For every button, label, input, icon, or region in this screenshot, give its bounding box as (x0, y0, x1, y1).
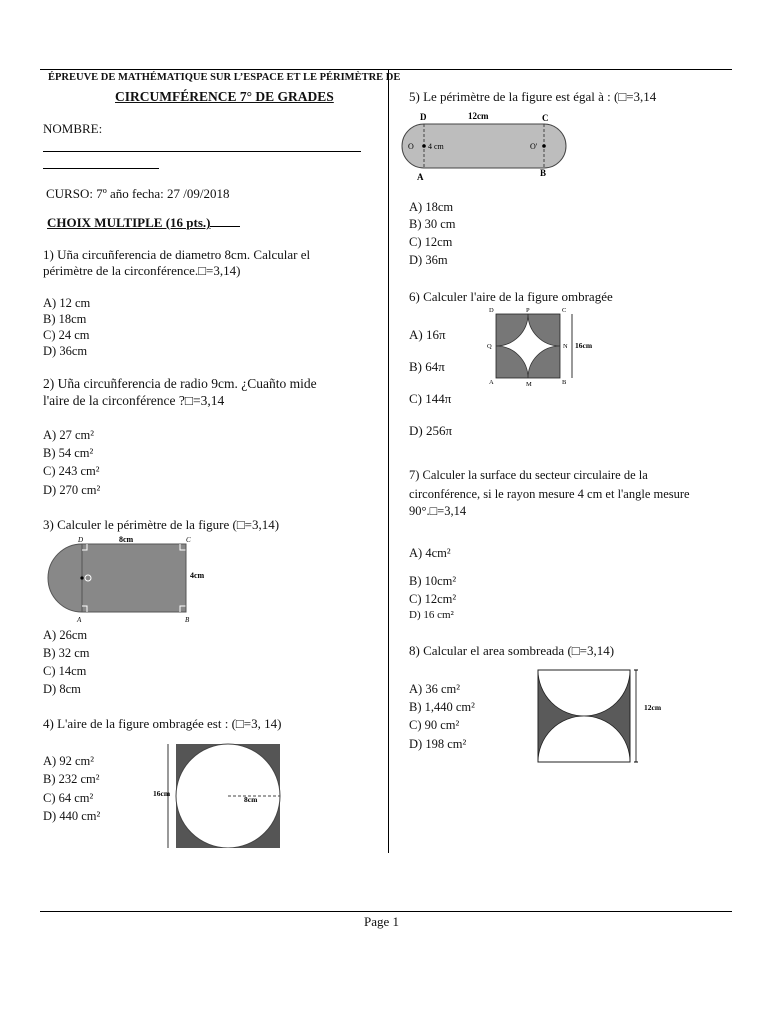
q3-label-b: B (185, 616, 190, 624)
q2-text-2: l'aire de la circonférence ?□=3,14 (43, 393, 225, 408)
q8-figure (530, 664, 670, 764)
exam-title-line1: ÉPREUVE DE MATHÉMATIQUE SUR L’ESPACE ET LE PÉRIMÈTRE DE (48, 72, 401, 83)
q5-label-a: A (417, 172, 424, 182)
q6-figure (484, 304, 604, 388)
q2-option-a[interactable]: A) 27 cm² (43, 428, 94, 442)
q7-text-3: 90°.□=3,14 (409, 504, 467, 518)
q6-label-b: B (562, 379, 567, 386)
q5-text: 5) Le périmètre de la figure est égal à : (□=3,14 (409, 89, 657, 104)
q3-label-4cm: 4cm (190, 571, 205, 580)
q6-option-a[interactable]: A) 16π (409, 327, 446, 342)
q3-text: 3) Calculer le périmètre de la figure (□=3,14) (43, 517, 280, 532)
q7-text-2: circonférence, si le rayon mesure 4 cm et l'angle mesure (409, 487, 690, 501)
q7-option-c[interactable]: C) 12cm² (409, 592, 457, 606)
q4-option-a[interactable]: A) 92 cm² (43, 754, 94, 768)
q4-option-b[interactable]: B) 232 cm² (43, 772, 100, 786)
q8-option-d[interactable]: D) 198 cm² (409, 737, 467, 751)
q1-text-2: périmètre de la circonférence.□=3,14) (43, 263, 241, 278)
q4-label-16cm: 16cm (153, 789, 171, 798)
q3-option-a[interactable]: A) 26cm (43, 628, 88, 642)
section-title-text: CHOIX MULTIPLE (16 pts.) (47, 215, 211, 230)
q5-label-12cm: 12cm (468, 111, 489, 121)
q6-text: 6) Calculer l'aire de la figure ombragée (409, 289, 613, 304)
q8-option-a[interactable]: A) 36 cm² (409, 682, 460, 696)
q3-option-d[interactable]: D) 8cm (43, 682, 81, 696)
q8-option-c[interactable]: C) 90 cm² (409, 718, 460, 732)
q4-option-d[interactable]: D) 440 cm² (43, 809, 101, 823)
q5-stadium (402, 124, 566, 168)
q5-label-4cm: 4 cm (428, 142, 444, 151)
q5-label-o: O (408, 142, 414, 151)
q3-label-a: A (77, 616, 82, 624)
q3-label-d: D (78, 536, 84, 544)
q4-text: 4) L'aire de la figure ombragée est : (□=3, 14) (43, 716, 282, 731)
q2-text-1: 2) Uña circuñferencia de radio 9cm. ¿Cuañto mide (43, 376, 317, 391)
q8-option-b[interactable]: B) 1,440 cm² (409, 700, 475, 714)
q5-label-d: D (420, 112, 427, 122)
curso-line: CURSO: 7º año fecha: 27 /09/2018 (46, 186, 230, 201)
q6-label-d: D (489, 307, 494, 314)
q5-label-b: B (540, 168, 547, 178)
q5-option-b[interactable]: B) 30 cm (409, 217, 456, 231)
q3-figure (44, 534, 214, 626)
q2-option-b[interactable]: B) 54 cm² (43, 446, 94, 460)
name-line-1[interactable] (43, 151, 361, 152)
q2-option-d[interactable]: D) 270 cm² (43, 483, 101, 497)
q6-label-16cm: 16cm (575, 341, 593, 350)
q1-option-d[interactable]: D) 36cm (43, 344, 88, 358)
q5-figure (398, 106, 573, 186)
header-rule (40, 69, 732, 70)
q3-label-c: C (186, 536, 191, 544)
q5-option-c[interactable]: C) 12cm (409, 235, 453, 249)
column-divider (388, 69, 389, 853)
q6-option-c[interactable]: C) 144π (409, 391, 452, 406)
q6-label-p: P (526, 307, 530, 314)
q5-label-c: C (542, 113, 549, 123)
q3-rectangle (82, 544, 186, 612)
name-label: NOMBRE: (43, 121, 103, 136)
q6-label-n: N (563, 343, 568, 350)
q5-label-o-prime: O' (530, 142, 538, 151)
q5-option-d[interactable]: D) 36m (409, 253, 448, 267)
q7-text-1: 7) Calculer la surface du secteur circulaire de la (409, 468, 648, 482)
q7-option-a[interactable]: A) 4cm² (409, 546, 451, 560)
q8-text: 8) Calcular el area sombreada (□=3,14) (409, 643, 615, 658)
footer-rule (40, 911, 732, 912)
q8-label-12cm: 12cm (644, 703, 662, 712)
q4-figure (150, 740, 300, 848)
q1-option-b[interactable]: B) 18cm (43, 312, 87, 326)
q6-option-b[interactable]: B) 64π (409, 359, 445, 374)
q4-option-c[interactable]: C) 64 cm² (43, 791, 94, 805)
exam-title-line2: CIRCUMFÉRENCE 7° DE GRADES (115, 89, 334, 104)
q4-label-8cm: 8cm (244, 795, 258, 804)
q2-option-c[interactable]: C) 243 cm² (43, 464, 100, 478)
q6-label-c: C (562, 307, 567, 314)
q1-option-a[interactable]: A) 12 cm (43, 296, 91, 310)
q6-label-a: A (489, 379, 494, 386)
q6-label-m: M (526, 381, 532, 388)
q3-option-b[interactable]: B) 32 cm (43, 646, 90, 660)
page-number: Page 1 (364, 914, 400, 929)
q3-label-8cm: 8cm (119, 535, 134, 544)
q7-option-d[interactable]: D) 16 cm² (409, 609, 454, 621)
q7-option-b[interactable]: B) 10cm² (409, 574, 457, 588)
q1-text-1: 1) Uña circuñferencia de diametro 8cm. Calcular el (43, 247, 311, 262)
q3-semicircle (48, 544, 82, 612)
name-line-2[interactable] (43, 168, 159, 169)
q1-option-c[interactable]: C) 24 cm (43, 328, 90, 342)
q3-option-c[interactable]: C) 14cm (43, 664, 87, 678)
section-title (47, 215, 240, 231)
q6-label-q: Q (487, 343, 492, 350)
q5-option-a[interactable]: A) 18cm (409, 200, 454, 214)
q6-option-d[interactable]: D) 256π (409, 423, 453, 438)
